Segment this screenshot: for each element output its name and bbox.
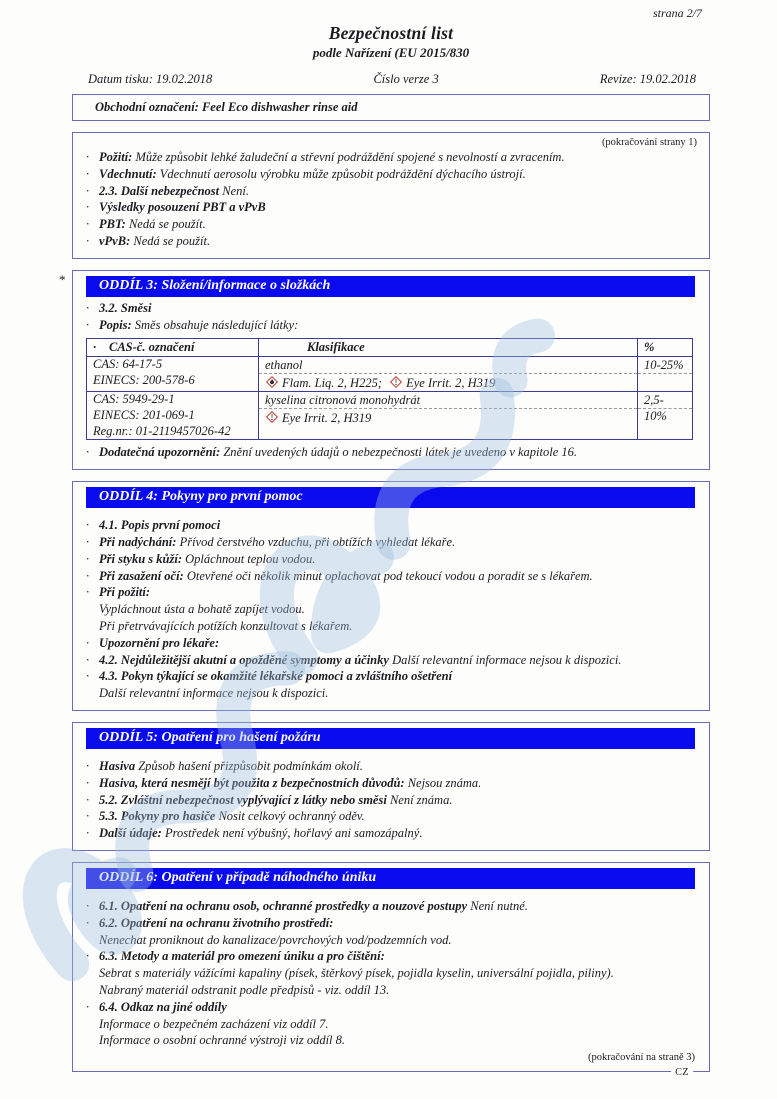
section-4-header-bar: ODDÍL 4: Pokyny pro první pomoc xyxy=(86,487,695,508)
section-5-header-bar: ODDÍL 5: Opatření pro hašení požáru xyxy=(86,728,695,749)
section-6-box xyxy=(72,862,710,1079)
text-line: · 6.4. Odkaz na jiné oddíly xyxy=(86,999,227,1014)
classification-cell: ethanol Flam. Liq. 2, H225; Eye Irrit. 2, H319 xyxy=(259,357,638,392)
revision-star-marker: * xyxy=(59,271,66,287)
text-line: · Hasiva Způsob hašení přizpůsobit podmínkám okolí. xyxy=(86,758,363,773)
section-4-lines xyxy=(73,508,709,702)
col-header-percent: % xyxy=(644,340,655,355)
text-line: Nabraný materiál odstranit podle předpisů - viz. oddíl 13. xyxy=(99,982,390,997)
text-line: · 5.3. Pokyny pro hasiče Nosit celkový ochranný oděv. xyxy=(86,809,365,824)
section-2-continuation-box xyxy=(72,132,710,259)
text-line: Nenechat proniknout do kanalizace/povrchových vod/podzemních vod. xyxy=(99,932,452,947)
col-header-classification: Klasifikace xyxy=(307,340,365,355)
percent-cell: 10-25% xyxy=(638,357,693,392)
table-row xyxy=(87,392,693,440)
text-line: · 2.3. Další nebezpečnost Není. xyxy=(86,183,249,198)
text-line: · 4.1. Popis první pomoci xyxy=(86,518,221,533)
text-line: · Upozornění pro lékaře: xyxy=(86,635,220,650)
ghs-exclamation-icon xyxy=(389,375,403,389)
text-line: Vypláchnout ústa a bohatě zapíjet vodou. xyxy=(99,602,305,617)
text-line: · Hasiva, která nesmějí být použita z bezpečnostních důvodů: Nejsou známa. xyxy=(86,775,482,790)
text-line: Informace o osobní ochranné výstroji viz oddíl 8. xyxy=(99,1033,346,1048)
trade-name: Obchodní označení: Feel Eco dishwasher rinse aid xyxy=(95,100,358,114)
text-line: · vPvB: Nedá se použít. xyxy=(86,233,211,248)
continuation-bottom-note: (pokračování na straně 3) xyxy=(588,1052,695,1064)
document-title: Bezpečnostní list xyxy=(328,23,454,43)
text-line: · Při požití: xyxy=(86,585,151,600)
ghs-exclamation-icon xyxy=(265,410,279,424)
footer-language-code: CZ xyxy=(671,1067,693,1078)
text-line: · 6.1. Opatření na ochranu osob, ochranné prostředky a nouzové postupy Není nutné. xyxy=(86,898,528,913)
text-line: Při přetrvávajících potížích konzultovat s lékařem. xyxy=(99,618,353,633)
text-line: Informace o bezpečném zacházení viz oddíl 7. xyxy=(99,1016,329,1031)
section-6-lines xyxy=(73,889,709,1049)
text-line: · 6.3. Metody a materiál pro omezení úniku a pro čištění: xyxy=(86,949,385,964)
revision-date: Revize: 19.02.2018 xyxy=(599,72,696,86)
print-date: Datum tisku: 19.02.2018 xyxy=(88,72,213,86)
page-content xyxy=(59,0,710,1079)
text-line: · Výsledky posouzení PBT a vPvB xyxy=(86,200,266,215)
ghs-flame-icon xyxy=(265,375,279,389)
text-line: · Další údaje: Prostředek není výbušný, hořlavý ani samozápalný. xyxy=(86,826,423,841)
text-line: · 3.2. Směsi xyxy=(86,300,152,315)
version-number: Číslo verze 3 xyxy=(373,72,439,86)
section-5-lines xyxy=(73,749,709,842)
text-line: · Při styku s kůží: Opláchnout teplou vodou. xyxy=(86,551,316,566)
text-line: · 4.2. Nejdůležitější akutní a opožděné symptomy a účinky Další relevantní informace nejsou k dispozici. xyxy=(86,652,622,667)
text-line: · Při zasažení očí: Otevřené oči několik minut oplachovat pod tekoucí vodou a poradit se s lékařem. xyxy=(86,568,593,583)
classification-cell: kyselina citronová monohydrát Eye Irrit. 2, H319 xyxy=(259,392,638,440)
cas-number-cell: CAS: 64-17-5 EINECS: 200-578-6 xyxy=(87,357,259,392)
trade-name-box xyxy=(72,94,710,121)
text-line: · PBT: Nedá se použít. xyxy=(86,217,206,232)
section-3-header-bar: ODDÍL 3: Složení/informace o složkách xyxy=(86,276,695,297)
section-6-header-bar: ODDÍL 6: Opatření v případě náhodného úniku xyxy=(86,868,695,889)
col-header-cas: CAS-č. označení xyxy=(109,340,195,355)
text-line: Sebrat s materiály vážícími kapaliny (písek, štěrkový písek, pojidla kyselin, universální pojidla, piliny). xyxy=(99,966,614,981)
text-line: · Vdechnutí: Vdechnutí aerosolu výrobku může způsobit podráždění dýchacího ústrojí. xyxy=(86,166,526,181)
section-3-pre-lines xyxy=(73,297,709,334)
page-number: strana 2/7 xyxy=(652,6,702,20)
text-line: · Požití: Může způsobit lehké žaludeční a střevní podráždění spojené s nevolností a zvracením. xyxy=(86,150,565,164)
cas-table xyxy=(86,338,693,440)
cas-number-cell: CAS: 5949-29-1 EINECS: 201-069-1 Reg.nr.: 01-2119457026-42 xyxy=(87,392,259,440)
section-4-box xyxy=(72,481,710,711)
table-row xyxy=(87,357,693,392)
document-subtitle: podle Nařízení (EU 2015/830 xyxy=(312,45,470,60)
section-3-box xyxy=(59,270,710,470)
dates-row xyxy=(72,72,710,87)
continuation-top-note: (pokračování strany 1) xyxy=(601,137,697,148)
text-line: · Při nadýchání: Přívod čerstvého vzduchu, při obtížích vyhledat lékaře. xyxy=(86,534,456,549)
section-2-lines xyxy=(73,148,709,250)
section-5-box xyxy=(72,722,710,851)
section-3-post-lines xyxy=(73,443,709,461)
table-header-row: · CAS-č. označení Klasifikace % xyxy=(87,339,693,357)
text-line: · 4.3. Pokyn týkající se okamžité lékařské pomoci a zvláštního ošetření xyxy=(86,669,453,684)
text-line: · Dodatečná upozornění: Znění uvedených údajů o nebezpečnosti látek je uvedeno v kapitole 16. xyxy=(86,445,578,460)
text-line: · 5.2. Zvláštní nebezpečnost vyplývající z látky nebo směsi Není známa. xyxy=(86,792,453,807)
text-line: Další relevantní informace nejsou k dispozici. xyxy=(99,686,329,701)
text-line: · Popis: Směs obsahuje následující látky: xyxy=(86,317,299,332)
percent-cell: 2,5-10% xyxy=(638,392,693,440)
text-line: · 6.2. Opatření na ochranu životního prostředí: xyxy=(86,915,334,930)
